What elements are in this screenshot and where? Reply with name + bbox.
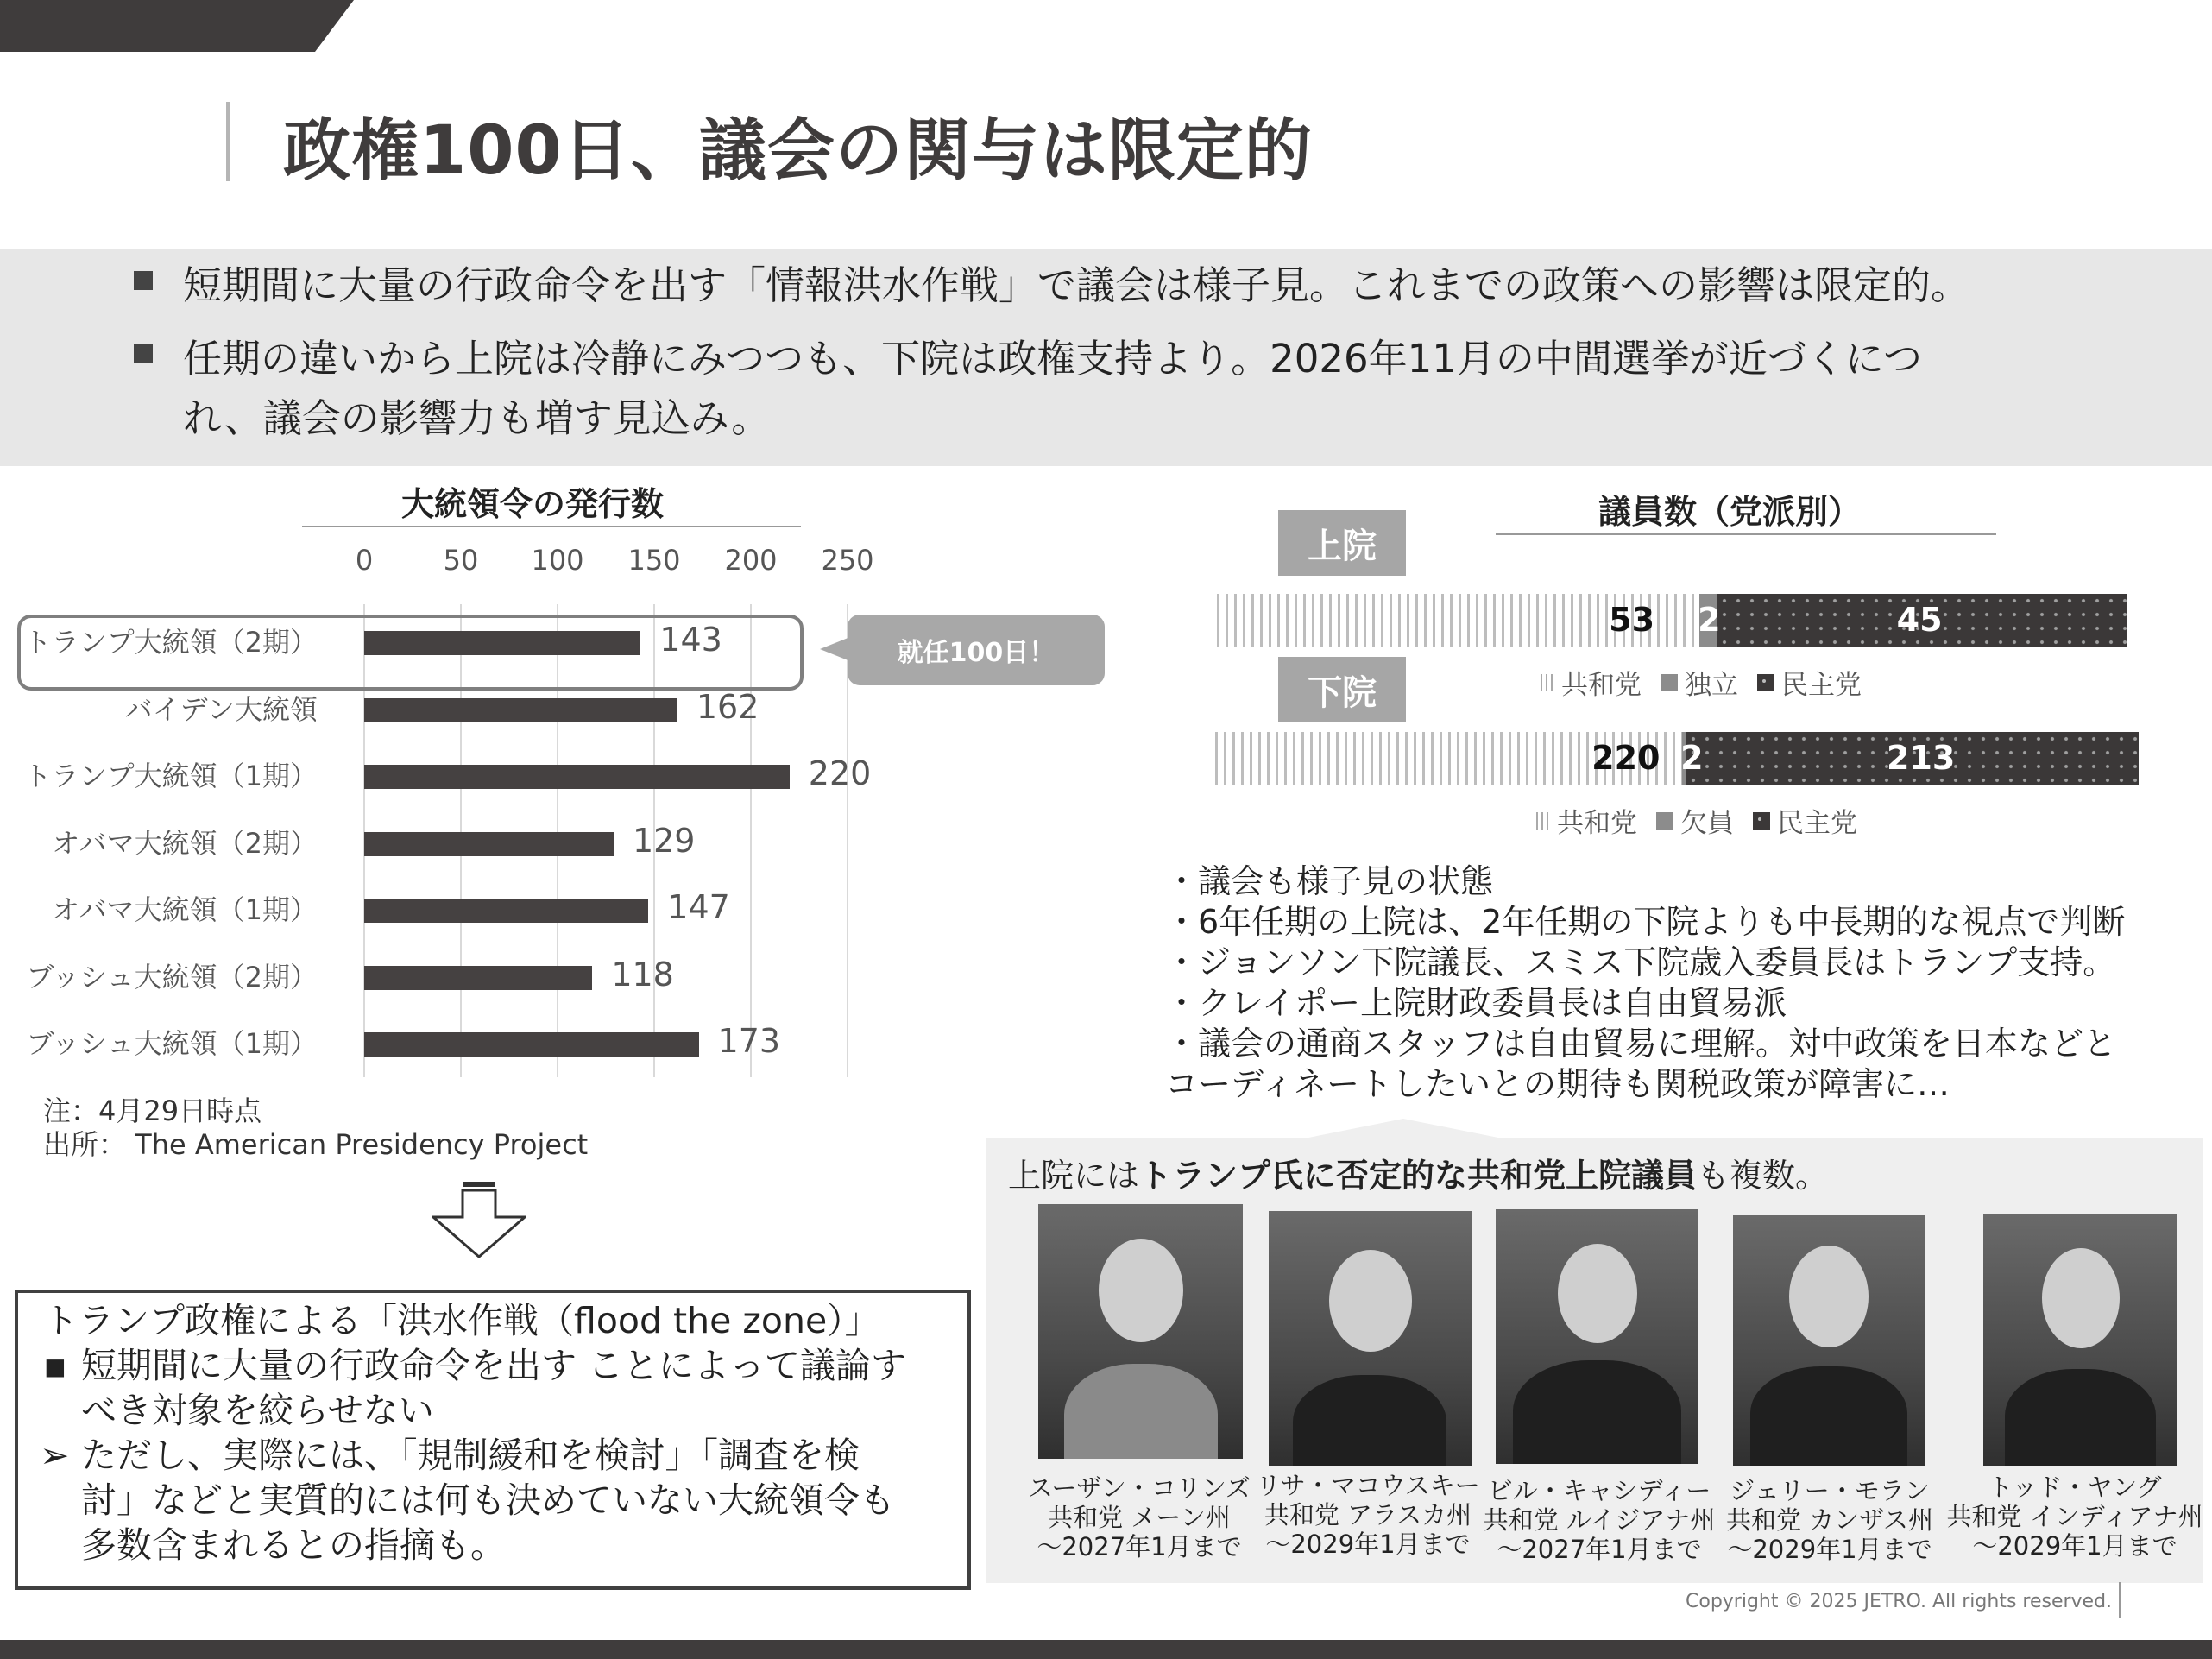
senate-legend [1541,663,1862,702]
legend-vacant-label: 欠員 [1680,808,1734,839]
chart-source: 出所： The American Presidency Project [43,1128,589,1161]
house-republican-value: 220 [1591,739,1661,777]
portrait-head [1558,1244,1637,1343]
highlight-frame [17,615,804,691]
senator-term: ～2029年1月まで [1265,1530,1471,1559]
senator-party-state: 共和党 アラスカ州 [1264,1500,1472,1530]
flood-item-2-line: 多数含まれるとの指摘も。 [81,1524,506,1566]
senator-term: ～2027年1月まで [1037,1532,1242,1561]
flood-item-1-line: べき対象を絞らせない [81,1390,434,1431]
portrait-body [1750,1366,1907,1466]
x-tick-label: 0 [355,544,374,577]
senate-independent-value: 2 [1698,601,1721,639]
legend-democrat-swatch [1753,812,1770,830]
senator-photo-murkowski [1269,1211,1472,1466]
portrait-body [1293,1375,1446,1466]
data-label: 173 [717,1022,781,1060]
legend-democrat-label: 民主党 [1781,670,1862,701]
heading-prefix: 上院には [1008,1157,1140,1195]
senator-name: ビル・キャシディー [1487,1476,1711,1505]
senate-label: 上院 [1278,510,1406,576]
page-title: 政権100日、議会の関与は限定的 [283,112,1313,190]
seats-chart-title: 議員数（党派別） [1598,493,1862,531]
data-label: 129 [632,821,696,860]
senator-caption-moran [1692,1476,1968,1564]
data-label: 147 [667,888,730,926]
category-label: オバマ大統領（2期） [52,826,318,860]
flood-item-1-line: 短期間に大量の行政命令を出す ことによって議論す [81,1345,907,1386]
x-tick-label: 200 [724,544,778,577]
seats-chart-title-rule [1496,533,1996,535]
senator-photo-collins [1038,1204,1243,1459]
senator-term: ～2027年1月まで [1497,1535,1702,1564]
senator-photo-cassidy [1496,1209,1698,1464]
senator-photo-young [1983,1214,2177,1466]
footer-bar [0,1640,2212,1659]
senate-republican-value: 53 [1609,601,1655,639]
bar [364,698,677,722]
data-label: 118 [611,955,674,994]
chart-note: 注：4月29日時点 [43,1094,262,1127]
house-label: 下院 [1278,657,1406,722]
legend-democrat-label: 民主党 [1777,808,1857,839]
senator-caption-young [1938,1473,2212,1561]
flood-item-2-line: ただし、実際には、「規制緩和を検討」「調査を検 [81,1435,860,1476]
senator-party-state: 共和党 カンザス州 [1725,1505,1934,1535]
bar [364,899,648,923]
point-line: ・議会も様子見の状態 [1165,862,1494,900]
senator-party-state: 共和党 インディアナ州 [1946,1502,2203,1531]
flood-item-2-marker: ➢ [40,1435,70,1476]
portrait-body [1513,1360,1681,1464]
portrait-head [2042,1248,2120,1348]
senator-name: トッド・ヤング [1988,1473,2162,1502]
point-line: ・クレイポー上院財政委員長は自由貿易派 [1165,984,1787,1022]
copyright: Copyright © 2025 JETRO. All rights reserved. [1686,1591,2113,1612]
bar [364,765,790,789]
category-label: オバマ大統領（1期） [52,893,318,926]
down-arrow-icon [432,1181,526,1258]
senator-name: リサ・マコウスキー [1256,1471,1480,1500]
portrait-head [1789,1246,1869,1347]
heading-suffix: も複数。 [1697,1157,1829,1195]
legend-independent-swatch [1661,674,1678,691]
summary-bullet-1: 短期間に大量の行政命令を出す「情報洪水作戦」で議会は様子見。これまでの政策への影響は限定的。 [183,262,1970,308]
senator-party-state: 共和党 ルイジアナ州 [1483,1505,1716,1535]
house-democrat-value: 213 [1887,739,1956,777]
x-tick-label: 250 [821,544,874,577]
bar [364,966,592,990]
point-line: ・ジョンソン下院議長、スミス下院歳入委員長はトランプ支持。 [1165,943,2116,981]
senate-stacked-bar [1217,594,2127,647]
legend-vacant-swatch [1656,812,1673,830]
point-line: コーディネートしたいとの期待も関税政策が障害に… [1165,1065,1950,1103]
house-legend [1536,801,1857,840]
eo-chart [0,0,1122,1122]
x-tick-label: 100 [531,544,584,577]
portrait-body [1064,1364,1218,1459]
category-label: ブッシュ大統領（1期） [26,1027,318,1060]
x-tick-label: 150 [627,544,681,577]
house-stacked-bar [1215,732,2139,785]
bar [364,832,614,856]
portrait-head [1099,1239,1183,1342]
senator-name: ジェリー・モラン [1730,1476,1930,1505]
senator-term: ～2029年1月まで [1727,1535,1932,1564]
bar [364,1032,699,1057]
panel-notch [1300,1119,1507,1139]
callout-badge: 就任100日！ [848,615,1105,685]
senate-democrat-value: 45 [1896,601,1943,639]
category-label: バイデン大統領 [124,692,318,726]
heading-emphasis: トランプ氏に否定的な共和党上院議員 [1139,1157,1698,1195]
senator-photo-moran [1733,1215,1925,1466]
legend-republican-label: 共和党 [1561,670,1642,701]
legend-republican-swatch [1541,674,1554,691]
portrait-head [1329,1250,1412,1352]
summary-bullet-2: 任期の違いから上院は冷静にみつつも、下院は政権支持より。2026年11月の中間選挙が近づくにつ [183,336,1922,382]
flood-item-2-line: 討」などと実質的には何も決めていない大統領令も [81,1479,895,1521]
point-line: ・議会の通商スタッフは自由貿易に理解。対中政策を日本などと [1165,1025,2117,1063]
portrait-body [2005,1369,2156,1466]
data-label: 143 [659,621,722,659]
legend-republican-swatch [1536,812,1550,830]
legend-independent-label: 独立 [1685,670,1738,701]
senator-party-state: 共和党 メーン州 [1048,1503,1231,1532]
legend-republican-label: 共和党 [1557,808,1637,839]
footer-divider [2119,1582,2121,1618]
flood-heading: トランプ政権による「洪水作戦（flood the zone）」 [43,1300,880,1341]
point-line: ・6年任期の上院は、2年任期の下院よりも中長期的な視点で判断 [1165,903,2126,941]
house-vacant-value: 2 [1680,739,1704,777]
senators-panel-heading [1008,1149,1828,1196]
category-label: トランプ大統領（1期） [23,760,318,792]
data-label: 162 [696,687,759,726]
summary-bullet-2-cont: れ、議会の影響力も増す見込み。 [183,395,771,441]
eo-chart-title: 大統領令の発行数 [401,485,665,523]
category-label: ブッシュ大統領（2期） [26,960,318,994]
senator-name: スーザン・コリンズ [1027,1473,1251,1503]
x-tick-label: 50 [443,544,479,577]
data-label: 220 [808,754,872,792]
flood-item-1-marker: ▪ [43,1345,67,1386]
senator-term: ～2029年1月まで [1972,1531,2177,1561]
legend-democrat-swatch [1757,674,1774,691]
category-label: トランプ大統領（2期） [23,626,318,659]
